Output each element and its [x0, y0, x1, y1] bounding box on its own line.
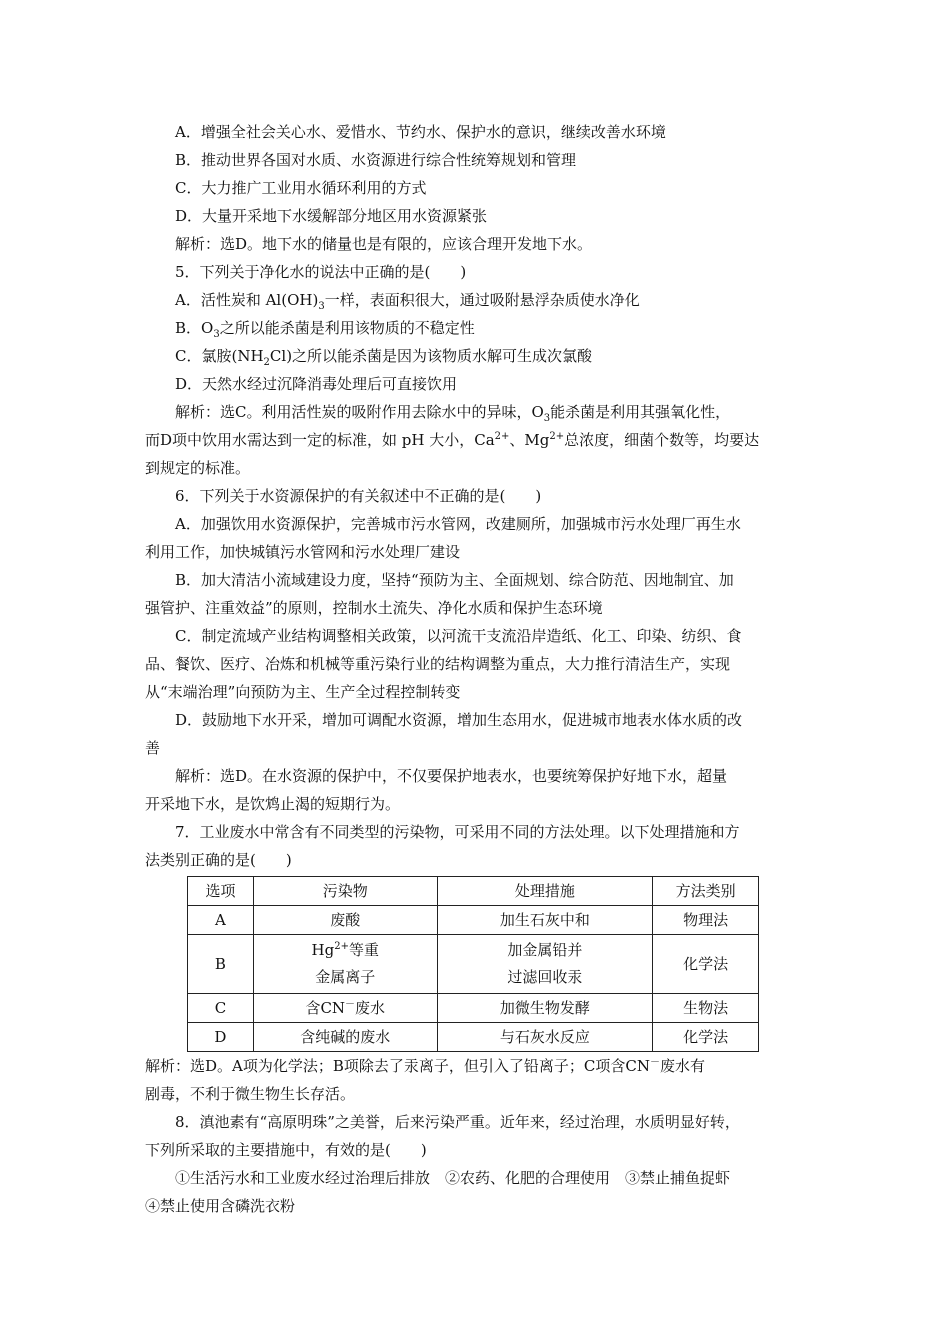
q6-option-a-line-1: A．加强饮用水资源保护，完善城市污水管网，改建厕所，加强城市污水处理厂再生水 [175, 515, 741, 533]
q7-stem-line-2: 法类别正确的是( ) [145, 851, 292, 869]
q5-option-c [145, 342, 811, 370]
cell-line: 加金属铅并 [507, 941, 583, 959]
q4-answer: 解析：选D。地下水的储量也是有限的，应该合理开发地下水。 [175, 235, 593, 253]
table-header-row [188, 877, 759, 906]
subscript: 3 [543, 413, 551, 424]
table-cell: 生物法 [653, 994, 759, 1023]
table-cell: 物理法 [653, 906, 759, 935]
text-run: 之所以能杀菌是利用该物质的不稳定性 [219, 319, 475, 337]
q6-option-c-line-1: C．制定流域产业结构调整相关政策，以河流干支流沿岸造纸、化工、印染、纺织、食 [175, 627, 742, 645]
table-cell: 废酸 [253, 906, 437, 935]
table-row [188, 906, 759, 935]
superscript: 2+ [334, 941, 349, 952]
text-run: 废水 [355, 999, 386, 1017]
subscript: 3 [213, 329, 220, 340]
text-run: 总浓度，细菌个数等，均要达 [564, 431, 760, 449]
q8-choices-line-1: ①生活污水和工业废水经过治理后排放 ②农药、化肥的合理使用 ③禁止捕鱼捉虾 [175, 1169, 731, 1187]
q6-answer-line-2: 开采地下水，是饮鸩止渴的短期行为。 [145, 795, 401, 813]
q4-option-d: D．大量开采地下水缓解部分地区用水资源紧张 [175, 207, 488, 225]
q5-answer-line-1 [145, 398, 811, 426]
q5-answer-line-2 [145, 426, 811, 454]
subscript: 2 [263, 357, 270, 368]
table-row [188, 935, 759, 994]
superscript: 2+ [494, 431, 510, 442]
table-cell: 加生石灰中和 [437, 906, 653, 935]
text-run: Hg [311, 941, 335, 959]
q6-answer-line-1: 解析：选D。在水资源的保护中，不仅要保护地表水，也要统筹保护好地下水，超量 [175, 767, 728, 785]
q7-table [187, 876, 759, 1052]
table-cell: D [188, 1023, 254, 1052]
cell-line: 过滤回收汞 [507, 968, 583, 986]
text-run: 、Mg [509, 431, 550, 449]
superscript: 2+ [549, 431, 565, 442]
superscript: － [649, 1057, 660, 1068]
q8-choices-line-2: ④禁止使用含磷洗衣粉 [145, 1197, 296, 1215]
text-run: 等重 [348, 941, 379, 959]
table-cell: 加微生物发酵 [437, 994, 653, 1023]
q4-option-c: C．大力推广工业用水循环利用的方式 [175, 179, 427, 197]
q8-stem-line-1: 8．滇池素有“高原明珠”之美誉，后来污染严重。近年来，经过治理，水质明显好转， [175, 1113, 740, 1131]
q6-stem: 6．下列关于水资源保护的有关叙述中不正确的是( ) [175, 487, 542, 505]
table-cell [437, 935, 653, 994]
table-cell [253, 994, 437, 1023]
table-row [188, 994, 759, 1023]
text-run: 而D项中饮用水需达到一定的标准，如 pH 大小，Ca [145, 431, 495, 449]
q4-option-a: A．增强全社会关心水、爱惜水、节约水、保护水的意识，继续改善水环境 [175, 123, 666, 141]
q6-option-c-line-2: 品、餐饮、医疗、冶炼和机械等重污染行业的结构调整为重点，大力推行清洁生产，实现 [145, 655, 731, 673]
text-run: 含CN [305, 999, 346, 1017]
superscript: － [345, 999, 356, 1010]
table-cell: 化学法 [653, 935, 759, 994]
table-header-cell: 处理措施 [437, 877, 653, 906]
q6-option-d-line-2: 善 [145, 739, 161, 757]
text-run: 能杀菌是利用其强氧化性， [550, 403, 731, 421]
table-row [188, 1023, 759, 1052]
subscript: 3 [318, 301, 325, 312]
q6-option-a-line-2: 利用工作，加快城镇污水管网和污水处理厂建设 [145, 543, 461, 561]
q5-stem: 5．下列关于净化水的说法中正确的是( ) [175, 263, 467, 281]
q4-option-b: B．推动世界各国对水质、水资源进行综合性统筹规划和管理 [175, 151, 577, 169]
table-cell: A [188, 906, 254, 935]
text-run: 废水有 [659, 1057, 705, 1075]
table-header-cell: 方法类别 [653, 877, 759, 906]
text-run: A．活性炭和 Al(OH) [175, 291, 319, 309]
table-cell: C [188, 994, 254, 1023]
q7-answer-line-1 [145, 1052, 811, 1080]
table-cell: 化学法 [653, 1023, 759, 1052]
cell-line: 金属离子 [315, 968, 376, 986]
table-cell: B [188, 935, 254, 994]
table-header-cell: 污染物 [253, 877, 437, 906]
table-cell: 含纯碱的废水 [253, 1023, 437, 1052]
text-run: C．氯胺(NH [175, 347, 264, 365]
q7-stem-line-1: 7．工业废水中常含有不同类型的污染物，可采用不同的方法处理。以下处理措施和方 [175, 823, 740, 841]
cell-line [258, 937, 433, 964]
text-run: 解析：选C。利用活性炭的吸附作用去除水中的异味，O [175, 403, 544, 421]
q8-stem-line-2: 下列所采取的主要措施中，有效的是( ) [145, 1141, 427, 1159]
q5-option-d: D．天然水经过沉降消毒处理后可直接饮用 [175, 375, 458, 393]
q6-option-d-line-1: D．鼓励地下水开采，增加可调配水资源，增加生态用水，促进城市地表水体水质的改 [175, 711, 743, 729]
text-run: 一样，表面积很大，通过吸附悬浮杂质使水净化 [324, 291, 640, 309]
text-run: B．O [175, 319, 214, 337]
text-run: 解析：选D。A项为化学法；B项除去了汞离子，但引入了铅离子；C项含CN [145, 1057, 650, 1075]
table-header-cell: 选项 [188, 877, 254, 906]
q5-answer-line-3: 到规定的标准。 [145, 459, 251, 477]
q5-option-a [145, 286, 811, 314]
q6-option-b-line-2: 强管护、注重效益”的原则，控制水土流失、净化水质和保护生态环境 [145, 599, 603, 617]
page-content [145, 118, 811, 1220]
q6-option-b-line-1: B．加大清洁小流域建设力度，坚持“预防为主、全面规划、综合防范、因地制宜、加 [175, 571, 734, 589]
q7-answer-line-2: 剧毒，不利于微生物生长存活。 [145, 1085, 356, 1103]
table-cell [253, 935, 437, 994]
q5-option-b [145, 314, 811, 342]
table-cell: 与石灰水反应 [437, 1023, 653, 1052]
text-run: Cl)之所以能杀菌是因为该物质水解可生成次氯酸 [269, 347, 593, 365]
q6-option-c-line-3: 从“末端治理”向预防为主、生产全过程控制转变 [145, 683, 461, 701]
